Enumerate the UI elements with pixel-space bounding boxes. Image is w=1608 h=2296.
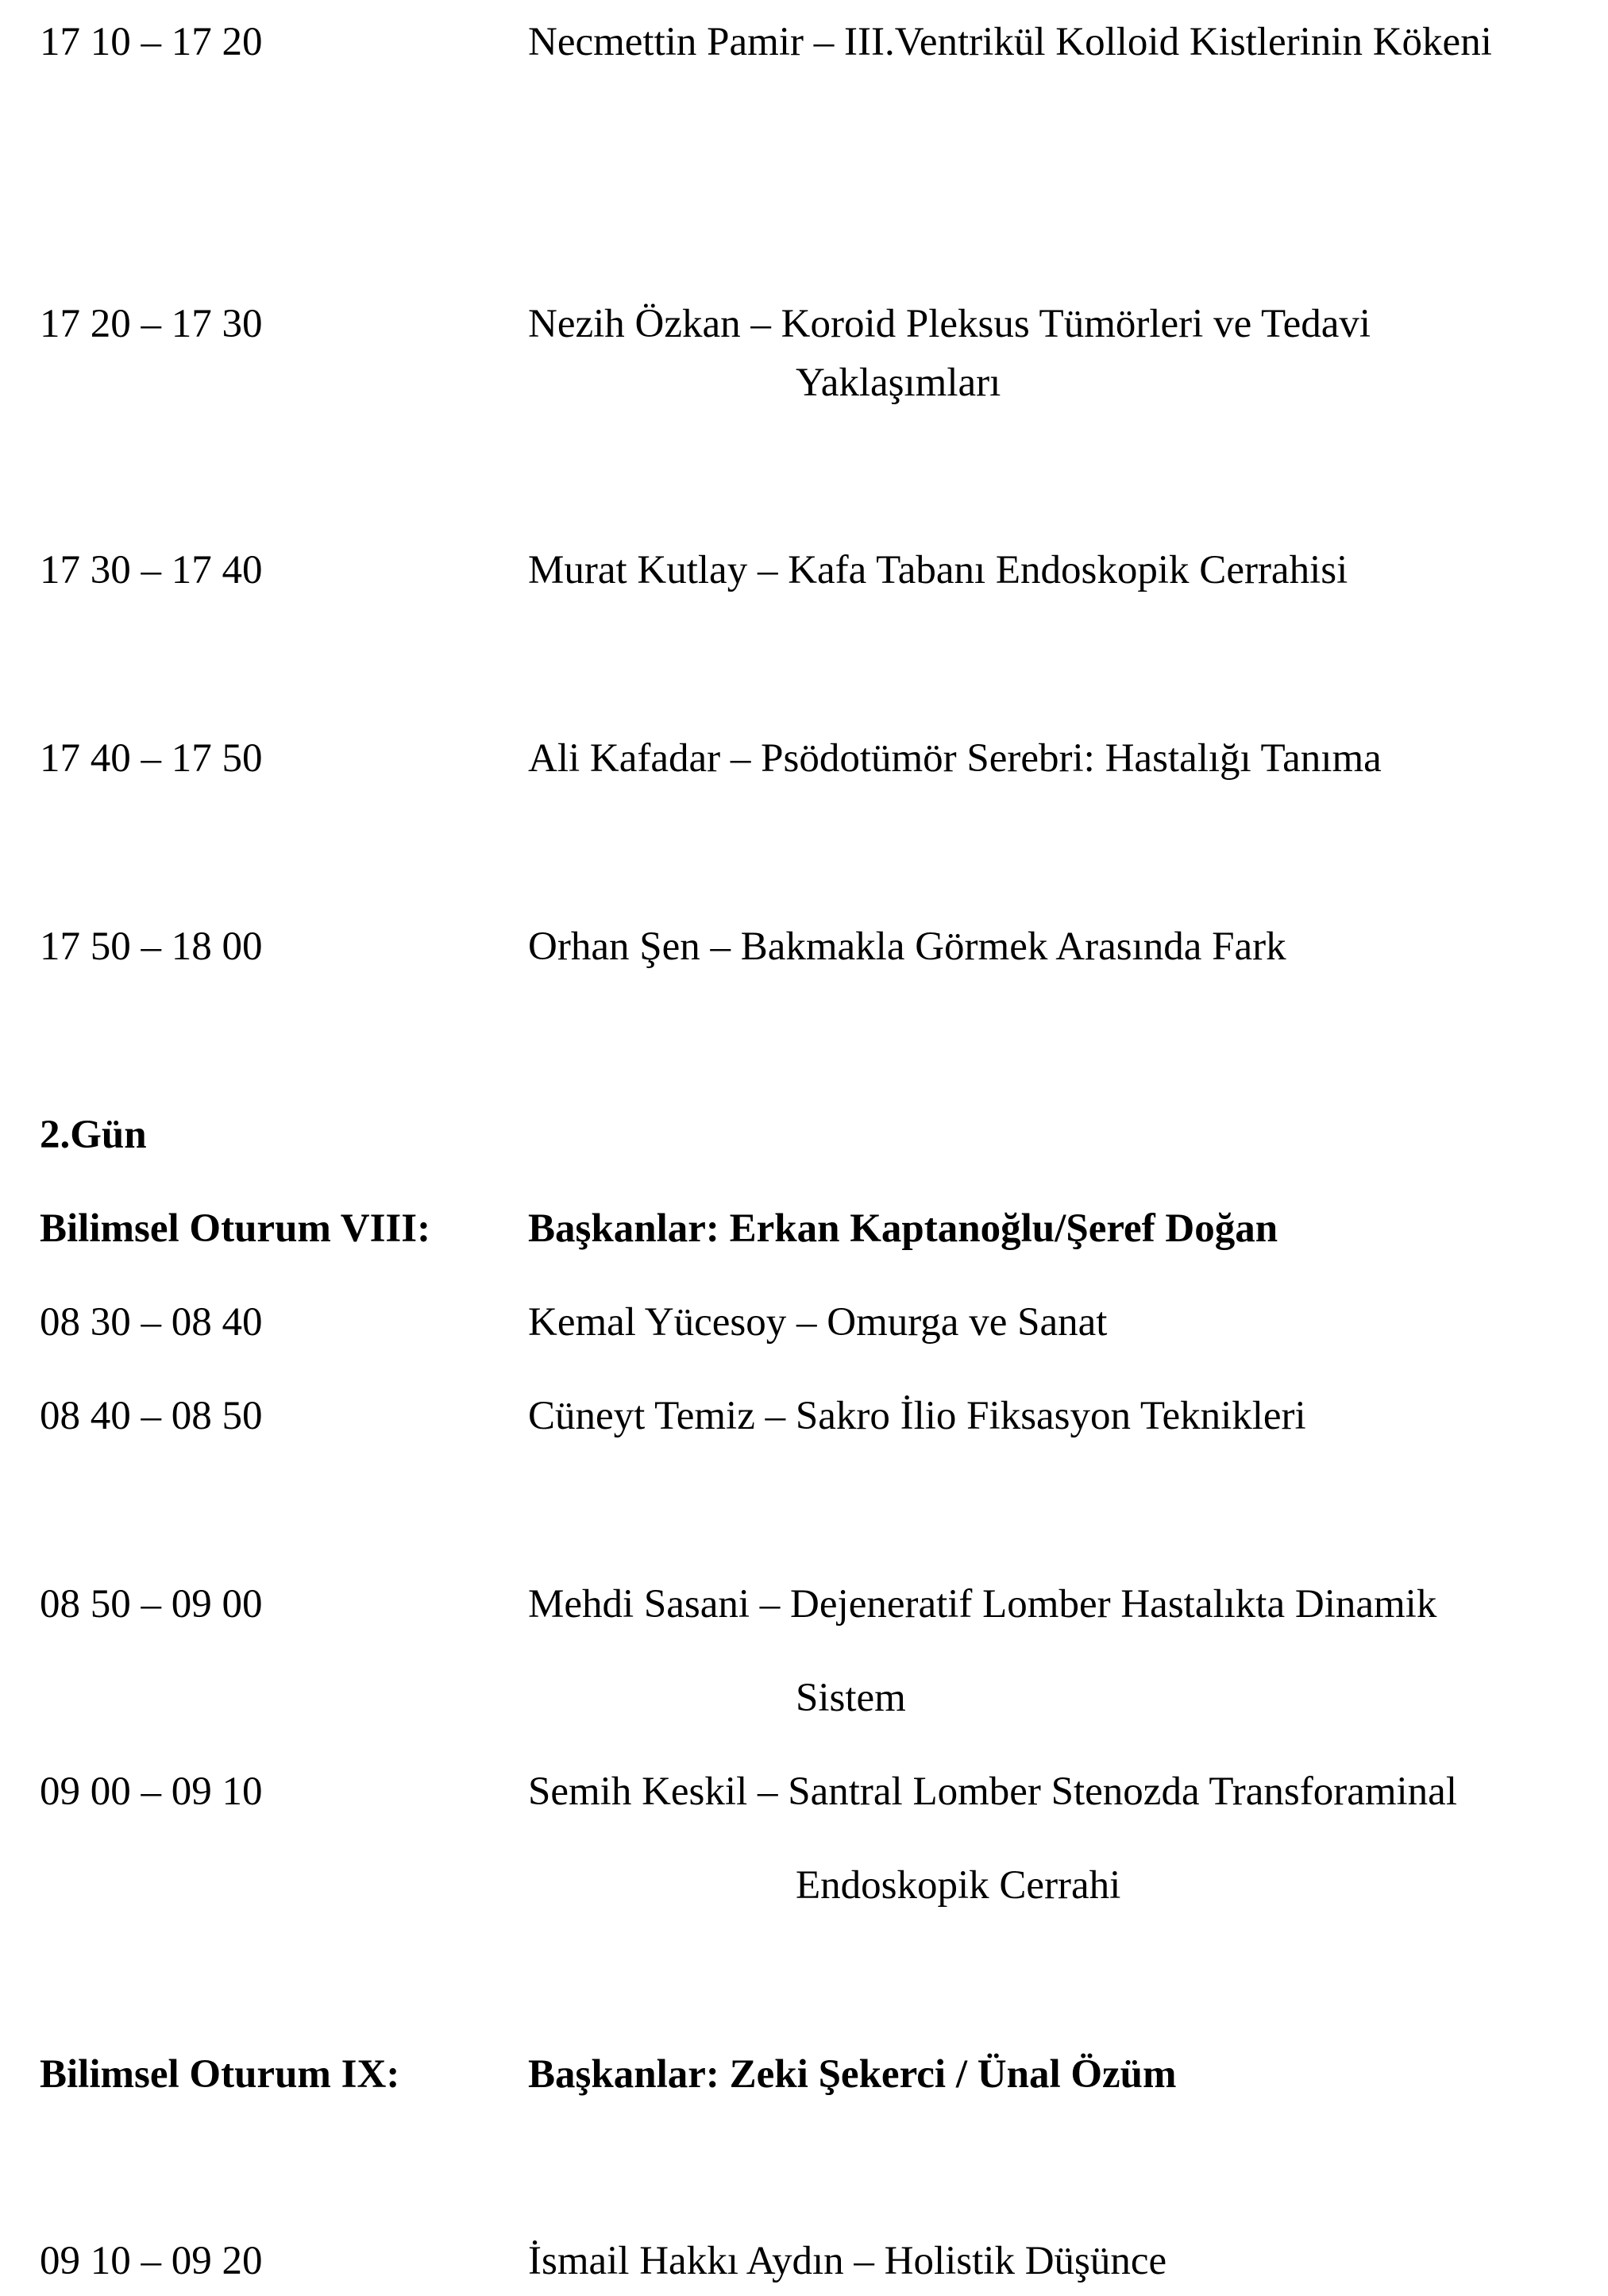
talk-title: Nezih Özkan – Koroid Pleksus Tümörleri ve Tedavi bbox=[528, 302, 1371, 346]
talk-title: Orhan Şen – Bakmakla Görmek Arasında Fark bbox=[528, 924, 1286, 969]
session-title: Bilimsel Oturum IX: bbox=[40, 2052, 400, 2097]
talk-title: Murat Kutlay – Kafa Tabanı Endoskopik Cerrahisi bbox=[528, 548, 1348, 592]
talk-title-continuation: Sistem bbox=[796, 1676, 906, 1720]
day-heading: 2.Gün bbox=[40, 1113, 147, 1157]
talk-title: Ali Kafadar – Psödotümör Serebri: Hastalığı Tanıma bbox=[528, 736, 1382, 781]
talk-title: Kemal Yücesoy – Omurga ve Sanat bbox=[528, 1300, 1108, 1345]
talk-title: İsmail Hakkı Aydın – Holistik Düşünce bbox=[528, 2239, 1167, 2283]
schedule-time: 08 30 – 08 40 bbox=[40, 1300, 263, 1345]
schedule-time: 17 30 – 17 40 bbox=[40, 548, 263, 592]
talk-title: Semih Keskil – Santral Lomber Stenozda Transforaminal bbox=[528, 1769, 1457, 1814]
schedule-time: 09 10 – 09 20 bbox=[40, 2239, 263, 2283]
talk-title: Cüneyt Temiz – Sakro İlio Fiksasyon Teknikleri bbox=[528, 1394, 1306, 1438]
talk-title-continuation: Endoskopik Cerrahi bbox=[796, 1863, 1121, 1908]
session-chairs: Başkanlar: Erkan Kaptanoğlu/Şeref Doğan bbox=[528, 1206, 1278, 1251]
session-chairs: Başkanlar: Zeki Şekerci / Ünal Özüm bbox=[528, 2052, 1177, 2097]
session-title: Bilimsel Oturum VIII: bbox=[40, 1206, 431, 1251]
schedule-time: 08 50 – 09 00 bbox=[40, 1582, 263, 1626]
schedule-time: 17 40 – 17 50 bbox=[40, 736, 263, 781]
schedule-time: 17 10 – 17 20 bbox=[40, 20, 263, 64]
talk-title: Mehdi Sasani – Dejeneratif Lomber Hastalıkta Dinamik bbox=[528, 1582, 1437, 1626]
talk-title-continuation: Yaklaşımları bbox=[796, 361, 1001, 405]
schedule-time: 17 50 – 18 00 bbox=[40, 924, 263, 969]
schedule-time: 08 40 – 08 50 bbox=[40, 1394, 263, 1438]
schedule-time: 17 20 – 17 30 bbox=[40, 302, 263, 346]
schedule-time: 09 00 – 09 10 bbox=[40, 1769, 263, 1814]
talk-title: Necmettin Pamir – III.Ventrikül Kolloid Kistlerinin Kökeni bbox=[528, 20, 1492, 64]
